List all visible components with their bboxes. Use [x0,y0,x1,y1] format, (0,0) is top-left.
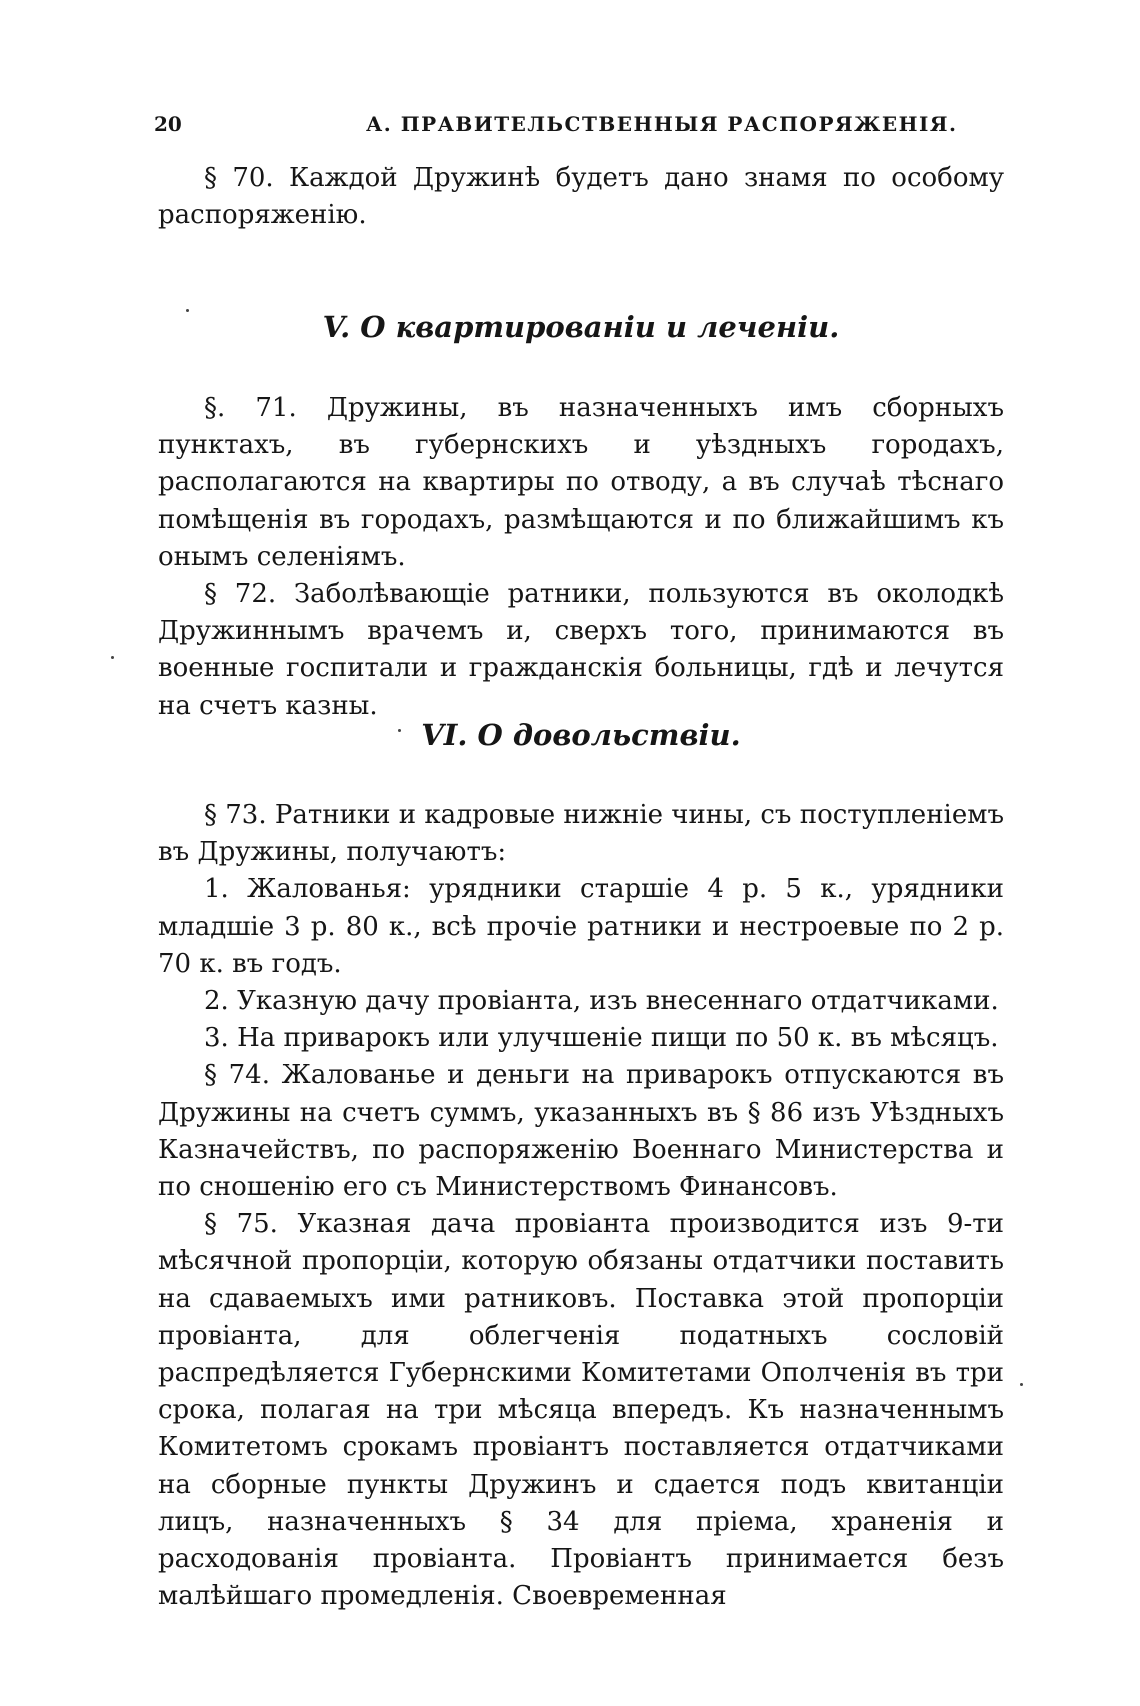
paragraph-71: §. 71. Дружины, въ назначенныхъ имъ сборныхъ пунктахъ, въ губернскихъ и уѣздныхъ городахъ, располагаются на квартиры по отводу, а въ случаѣ тѣснаго помѣщенія въ городахъ, размѣщаются и по ближайшимъ къ онымъ селеніямъ. [158,393,1004,572]
paragraph-75: § 75. Указная дача провіанта производится изъ 9-ти мѣсячной пропорціи, которую обязаны отдатчики поставить на сдаваемыхъ ими ратниковъ. Поставка этой пропорціи провіанта, для облегченія податныхъ сословій распредѣляется Губернскими Комитетами Ополченія въ три срока, полагая на три мѣсяца впередъ. Къ назначеннымъ Комитетомъ срокамъ провіантъ поставляется отдатчиками на сборные пункты Дружинъ и сдается подъ квитанціи лицъ, назначенныхъ § 34 для пріема, храненія и расходованія провіанта. Провіантъ принимается безъ малѣйшаго промедленія. Своевременная [158,1209,1004,1612]
scan-speck [1020,1383,1023,1386]
page-number: 20 [154,112,182,136]
running-header [154,108,1010,142]
paragraph-73: § 73. Ратники и кадровые нижніе чины, съ поступленіемъ въ Дружины, получаютъ: [158,800,1004,868]
scan-speck [111,656,114,659]
section-heading-vi: VI. О довольствіи. [421,718,741,752]
scan-speck [186,309,189,312]
section-73-75-block [158,797,1004,1615]
paragraph-72: § 72. Заболѣвающіе ратники, пользуются въ околодкѣ Дружиннымъ врачемъ и, сверхъ того, принимаются въ военные госпитали и гражданскія больницы, гдѣ и лечутся на счетъ казны. [158,579,1004,721]
section-heading-v: V. О квартированіи и леченіи. [322,310,840,344]
section-70-block [158,160,1004,234]
paragraph-73-item-1: 1. Жалованья: урядники старшіе 4 р. 5 к., урядники младшіе 3 р. 80 к., всѣ прочіе ратники и нестроевые по 2 р. 70 к. въ годъ. [158,874,1004,979]
scan-speck [398,729,401,732]
paragraph-70: § 70. Каждой Дружинѣ будетъ дано знамя по особому распоряженію. [158,163,1004,231]
paragraph-73-item-3: 3. На приварокъ или улучшеніе пищи по 50 к. въ мѣсяцъ. [204,1023,999,1054]
section-71-72-block [158,390,1004,725]
running-title: А. ПРАВИТЕЛЬСТВЕННЫЯ РАСПОРЯЖЕНІЯ. [366,112,958,136]
paragraph-74: § 74. Жалованье и деньги на приварокъ отпускаются въ Дружины на счетъ суммъ, указанныхъ въ § 86 изъ Уѣздныхъ Казначействъ, по распоряженію Военнаго Министерства и по сношенію его съ Министерствомъ Финансовъ. [158,1060,1004,1203]
paragraph-73-item-2: 2. Указную дачу провіанта, изъ внесеннаго отдатчиками. [204,986,999,1017]
